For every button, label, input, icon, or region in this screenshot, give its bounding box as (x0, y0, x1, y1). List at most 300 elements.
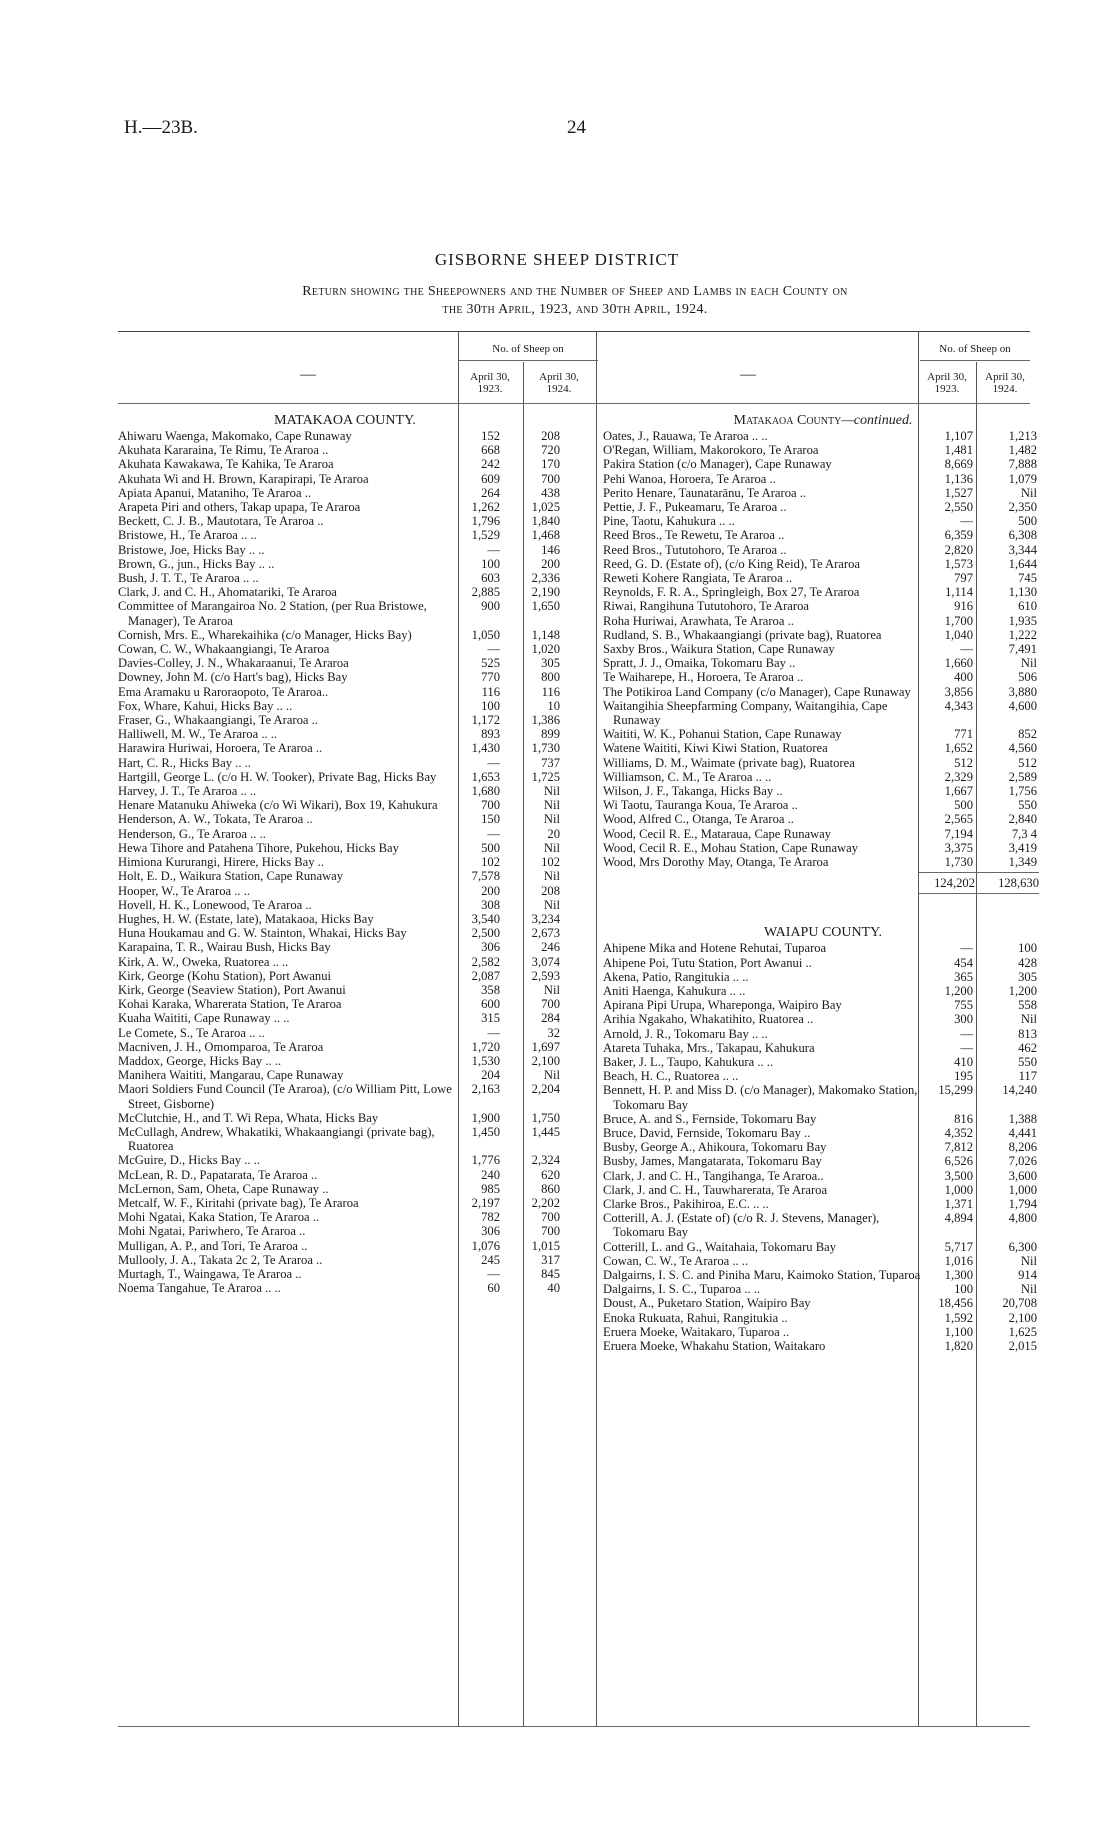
sheep-count-1924: 1,130 (1008, 585, 1037, 600)
total-rule (919, 872, 1039, 873)
sheep-count-1923: 1,776 (471, 1153, 500, 1168)
table-row (118, 926, 572, 940)
sheep-count-1923: — (487, 826, 500, 841)
sheep-count-1923: 1,730 (944, 855, 973, 870)
table-row (118, 599, 572, 627)
table-row (603, 585, 1043, 599)
sheepowner-name: Henderson, G., Te Araroa .. .. (118, 826, 266, 841)
sheepowner-name: Clarke Bros., Pakihiroa, E.C. .. .. (603, 1196, 769, 1211)
sheepowner-name: Cotterill, A. J. (Estate of) (c/o R. J. Stevens, Manager), Tokomaru Bay (603, 1211, 880, 1240)
left-header-col-1923: April 30, 1923. (470, 371, 510, 395)
left-header-col-1924: April 30, 1924. (539, 371, 579, 395)
sheep-count-1924: 1,388 (1008, 1111, 1037, 1126)
table-row (118, 727, 572, 741)
sheepowner-name: Hooper, W., Te Araroa .. .. (118, 883, 250, 898)
sheepowner-name: Holt, E. D., Waikura Station, Cape Runaway (118, 869, 344, 884)
sheepowner-name: Atareta Tuhaka, Mrs., Takapau, Kahukura (603, 1040, 815, 1055)
table-row (603, 1140, 1043, 1154)
right-header-group-rule (920, 360, 1030, 361)
sheep-count-1924: 3,419 (1008, 840, 1037, 855)
sheep-count-1924: 305 (1018, 969, 1037, 984)
sheep-count-1924: 914 (1018, 1267, 1037, 1282)
table-row (603, 841, 1043, 855)
sheepowner-name: Akena, Patio, Rangitukia .. .. (603, 969, 749, 984)
sheep-count-1923: 204 (481, 1068, 500, 1083)
sheepowner-name: Wood, Cecil R. E., Mohau Station, Cape Runaway (603, 840, 859, 855)
sheepowner-name: Maddox, George, Hicks Bay .. .. (118, 1053, 282, 1068)
sheep-count-1924: 737 (541, 755, 560, 770)
table-row (603, 1012, 1043, 1026)
left-header-group-rule (458, 360, 598, 361)
sheep-count-1923: 6,526 (944, 1154, 973, 1169)
right-header-group: No. of Sheep on (939, 343, 1011, 355)
table-row (603, 756, 1043, 770)
sheep-count-1924: Nil (1020, 1012, 1037, 1027)
sheep-count-1924: 550 (1018, 798, 1037, 813)
table-row (118, 884, 572, 898)
table-row (118, 472, 572, 486)
sheep-count-1923: 500 (481, 840, 500, 855)
sheepowner-name: Te Waiharepe, H., Horoera, Te Araroa .. (603, 670, 804, 685)
table-row (603, 1154, 1043, 1168)
table-row (603, 1083, 1043, 1111)
sheep-count-1923: 1,527 (944, 485, 973, 500)
sheep-count-1923: 306 (481, 940, 500, 955)
sheepowner-name: Reynolds, F. R. A., Springleigh, Box 27, Te Araroa (603, 585, 860, 600)
sheepowner-name: Fraser, G., Whakaangiangi, Te Araroa .. (118, 713, 318, 728)
sheep-count-1924: 550 (1018, 1054, 1037, 1069)
table-row (118, 443, 572, 457)
table-row (118, 713, 572, 727)
table-row (603, 727, 1043, 741)
sheep-count-1924: Nil (543, 982, 560, 997)
sheep-count-1923: — (960, 1026, 973, 1041)
sheepowner-name: McClutchie, H., and T. Wi Repa, Whata, Hicks Bay (118, 1110, 379, 1125)
sheep-count-1924: 1,025 (531, 500, 560, 515)
matakaoa-total-1924: 128,630 (998, 876, 1039, 891)
sheep-count-1924: 4,441 (1008, 1125, 1037, 1140)
sheep-count-1924: 200 (541, 556, 560, 571)
table-row (118, 1026, 572, 1040)
sheep-count-1924: 1,756 (1008, 784, 1037, 799)
sheepowner-name: Saxby Bros., Waikura Station, Cape Runaway (603, 642, 835, 657)
sheep-count-1923: 1,050 (471, 627, 500, 642)
sheep-count-1924: 2,840 (1008, 812, 1037, 827)
sheepowner-name: O'Regan, William, Makorokoro, Te Araroa (603, 443, 819, 458)
sheep-count-1924: 2,190 (531, 585, 560, 600)
table-row (118, 1239, 572, 1253)
table-row (118, 756, 572, 770)
sheep-count-1924: 700 (541, 471, 560, 486)
sheep-count-1924: 4,800 (1008, 1211, 1037, 1226)
sheepowner-name: The Potikiroa Land Company (c/o Manager), Cape Runaway (603, 684, 911, 699)
table-row (118, 1054, 572, 1068)
sheepowner-name: Mulligan, A. P., and Tori, Te Araroa .. (118, 1238, 308, 1253)
sheep-count-1923: 816 (954, 1111, 973, 1126)
sheep-count-1923: 410 (954, 1054, 973, 1069)
table-header-rule (118, 403, 1030, 404)
sheep-count-1923: 1,000 (944, 1182, 973, 1197)
sheep-count-1923: 1,667 (944, 784, 973, 799)
right-header-col-1924: April 30, 1924. (985, 371, 1025, 395)
sheepowner-name: Himiona Kururangi, Hirere, Hicks Bay .. (118, 855, 324, 870)
sheep-count-1924: 317 (541, 1252, 560, 1267)
sheep-count-1923: 1,016 (944, 1253, 973, 1268)
sheep-count-1923: 3,500 (944, 1168, 973, 1183)
sheepowner-name: Beckett, C. J. B., Mautotara, Te Araroa .. (118, 514, 324, 529)
sheepowner-name: McLernon, Sam, Oheta, Cape Runaway .. (118, 1181, 329, 1196)
sheepowner-name: Aniti Haenga, Kahukura .. .. (603, 983, 746, 998)
sheepowner-name: Kirk, A. W., Oweka, Ruatorea .. .. (118, 954, 289, 969)
table-row (118, 1153, 572, 1167)
table-row (603, 1055, 1043, 1069)
sheep-count-1923: 18,456 (938, 1296, 973, 1311)
sheepowner-name: Harvey, J. T., Te Araroa .. .. (118, 784, 257, 799)
sheep-count-1924: 1,000 (1008, 1182, 1037, 1197)
sheep-count-1923: 3,540 (471, 911, 500, 926)
right-column (603, 413, 1043, 1353)
sheep-count-1924: 2,100 (531, 1053, 560, 1068)
sheep-count-1923: 245 (481, 1252, 500, 1267)
sheep-count-1923: 1,172 (471, 713, 500, 728)
sheep-count-1923: 240 (481, 1167, 500, 1182)
sheep-count-1924: 610 (1018, 599, 1037, 614)
sheepowner-name: Dalgairns, I. S. C., Tuparoa .. .. (603, 1282, 761, 1297)
sheep-count-1923: 1,652 (944, 741, 973, 756)
table-row (118, 898, 572, 912)
table-row (118, 912, 572, 926)
sheep-count-1924: 1,625 (1008, 1324, 1037, 1339)
sheep-count-1924: Nil (543, 897, 560, 912)
sheep-count-1923: — (960, 941, 973, 956)
sheep-count-1923: 1,136 (944, 471, 973, 486)
sheepowner-name: Davies-Colley, J. N., Whakaraanui, Te Araroa (118, 656, 349, 671)
table-row (603, 614, 1043, 628)
sheep-count-1923: 1,300 (944, 1267, 973, 1282)
sheep-count-1923: 1,900 (471, 1110, 500, 1125)
table-row (603, 557, 1043, 571)
table-row (603, 984, 1043, 998)
left-column (118, 413, 572, 1295)
sheep-count-1924: 116 (541, 684, 560, 699)
sheep-count-1923: 2,582 (471, 954, 500, 969)
sheep-count-1923: 1,796 (471, 514, 500, 529)
sheepowner-name: Metcalf, W. F., Kiritahi (private bag), Te Araroa (118, 1195, 359, 1210)
sheep-count-1924: 1,148 (531, 627, 560, 642)
sheep-count-1923: 1,040 (944, 627, 973, 642)
sheep-count-1923: 1,720 (471, 1039, 500, 1054)
table-row (603, 500, 1043, 514)
sheep-count-1923: — (487, 755, 500, 770)
sheep-count-1923: 306 (481, 1224, 500, 1239)
sheep-count-1924: 620 (541, 1167, 560, 1182)
sheep-count-1924: 8,206 (1008, 1140, 1037, 1155)
sheepowner-name: Bristowe, Joe, Hicks Bay .. .. (118, 542, 265, 557)
sheep-count-1924: 1,468 (531, 528, 560, 543)
sheepowner-name: Murtagh, T., Waingawa, Te Araroa .. (118, 1266, 302, 1281)
sheepowner-name: Kuaha Waititi, Cape Runaway .. .. (118, 1011, 290, 1026)
sheep-count-1923: 100 (954, 1282, 973, 1297)
sheep-count-1924: 745 (1018, 571, 1037, 586)
table-row (603, 571, 1043, 585)
sheep-count-1924: 14,240 (1002, 1083, 1037, 1098)
sheep-count-1923: 771 (954, 727, 973, 742)
sheepowner-name: Spratt, J. J., Omaika, Tokomaru Bay .. (603, 656, 796, 671)
sheep-count-1923: 2,820 (944, 542, 973, 557)
sheep-count-1923: 1,076 (471, 1238, 500, 1253)
sheep-count-1924: 852 (1018, 727, 1037, 742)
sheep-count-1924: 246 (541, 940, 560, 955)
sheep-count-1923: 7,194 (944, 826, 973, 841)
sheep-count-1923: 2,565 (944, 812, 973, 827)
sheep-count-1924: Nil (1020, 1253, 1037, 1268)
sheep-count-1923: 8,669 (944, 457, 973, 472)
sheepowner-name: Oates, J., Rauawa, Te Araroa .. .. (603, 429, 768, 443)
sheep-count-1923: 1,700 (944, 613, 973, 628)
sheepowner-name: Hartgill, George L. (c/o H. W. Tooker), Private Bag, Hicks Bay (118, 769, 437, 784)
table-row (603, 1197, 1043, 1211)
table-row (603, 941, 1043, 955)
sheep-count-1923: 264 (481, 485, 500, 500)
sheep-count-1923: 700 (481, 798, 500, 813)
sheepowner-name: Ema Aramaku u Raroraopoto, Te Araroa.. (118, 684, 329, 699)
table-row (603, 855, 1043, 869)
table-row (118, 642, 572, 656)
table-row (118, 557, 572, 571)
sheep-count-1923: 3,375 (944, 840, 973, 855)
sheepowner-name: Akuhata Kawakawa, Te Kahika, Te Araroa (118, 457, 334, 472)
sheepowner-name: Kirk, George (Seaview Station), Port Awanui (118, 982, 346, 997)
sheep-count-1923: 365 (954, 969, 973, 984)
sheep-count-1923: — (960, 1040, 973, 1055)
sheepowner-name: Cowan, C. W., Whakaangiangi, Te Araroa (118, 642, 330, 657)
sheepowner-name: Waitangihia Sheepfarming Company, Waitangihia, Cape Runaway (603, 698, 888, 728)
sheepowner-name: Macniven, J. H., Omomparoa, Te Araroa (118, 1039, 324, 1054)
sheep-count-1923: 1,114 (945, 585, 973, 600)
sheep-count-1923: 500 (954, 798, 973, 813)
sheepowner-name: Henare Matanuku Ahiweka (c/o Wi Wikari), Box 19, Kahukura (118, 798, 438, 813)
sheepowner-name: Akuhata Kararaina, Te Rimu, Te Araroa .. (118, 443, 329, 458)
sheep-count-1924: 1,386 (531, 713, 560, 728)
sheep-count-1923: 609 (481, 471, 500, 486)
sheep-count-1923: 2,163 (471, 1082, 500, 1097)
table-row (118, 841, 572, 855)
sheepowner-name: Manihera Waititi, Mangarau, Cape Runaway (118, 1068, 344, 1083)
sheepowner-name: Clark, J. and C. H., Tauwharerata, Te Araroa (603, 1182, 828, 1197)
sheep-count-1924: 2,324 (531, 1153, 560, 1168)
sheep-count-1923: 893 (481, 727, 500, 742)
sheepowner-name: Wilson, J. F., Takanga, Hicks Bay .. (603, 784, 783, 799)
sheep-count-1923: 102 (481, 855, 500, 870)
table-row (118, 955, 572, 969)
sheepowner-name: Cornish, Mrs. E., Wharekaihika (c/o Manager, Hicks Bay) (118, 627, 412, 642)
sheep-count-1924: 1,730 (531, 741, 560, 756)
sheepowner-name: Halliwell, M. W., Te Araroa .. .. (118, 727, 278, 742)
matakaoa-total-1923: 124,202 (934, 876, 975, 891)
table-row (118, 699, 572, 713)
sheepowner-name: Le Comete, S., Te Araroa .. .. (118, 1025, 265, 1040)
sheep-count-1923: 755 (954, 998, 973, 1013)
continued-heading-suffix: —continued. (841, 413, 913, 428)
sheep-count-1923: 525 (481, 656, 500, 671)
table-row (603, 812, 1043, 826)
sheep-count-1924: 700 (541, 997, 560, 1012)
table-row (603, 1169, 1043, 1183)
table-row (118, 1253, 572, 1267)
sheep-count-1923: 308 (481, 897, 500, 912)
sheepowner-name: Noema Tangahue, Te Araroa .. .. (118, 1281, 281, 1296)
sheep-count-1923: 1,660 (944, 656, 973, 671)
sheep-count-1924: 1,020 (531, 642, 560, 657)
sheep-count-1924: 2,336 (531, 571, 560, 586)
sheepowner-name: Arapeta Piri and others, Takap upapa, Te Araroa (118, 500, 361, 515)
sheep-count-1923: 1,450 (471, 1124, 500, 1139)
sheep-count-1923: 100 (481, 698, 500, 713)
sheep-count-1923: 200 (481, 883, 500, 898)
sheep-count-1924: 208 (541, 883, 560, 898)
sheepowner-name: Williamson, C. M., Te Araroa .. .. (603, 769, 772, 784)
table-row (603, 827, 1043, 841)
table-row (603, 770, 1043, 784)
sheep-count-1924: 1,725 (531, 769, 560, 784)
sheep-count-1923: 2,087 (471, 968, 500, 983)
sheepowner-name: Mohi Ngatai, Kaka Station, Te Araroa .. (118, 1210, 320, 1225)
sheepowner-name: Reed Bros., Tututohoro, Te Araroa .. (603, 542, 787, 557)
sheep-count-1923: 100 (481, 556, 500, 571)
sheep-count-1924: 720 (541, 443, 560, 458)
sheepowner-name: Riwai, Rangihuna Tututohoro, Te Araroa (603, 599, 809, 614)
sheep-count-1923: 6,359 (944, 528, 973, 543)
sheep-count-1924: 1,935 (1008, 613, 1037, 628)
sheepowner-name: Henderson, A. W., Tokata, Te Araroa .. (118, 812, 313, 827)
sheep-count-1924: 3,074 (531, 954, 560, 969)
table-row (603, 1211, 1043, 1239)
sheep-count-1923: 2,885 (471, 585, 500, 600)
sheep-count-1924: 284 (541, 1011, 560, 1026)
sheep-count-1923: 1,573 (944, 556, 973, 571)
matakaoa-total-row (603, 869, 1043, 895)
sheep-count-1924: 100 (1018, 941, 1037, 956)
sheepowner-name: Pakira Station (c/o Manager), Cape Runaway (603, 457, 832, 472)
table-row (118, 1196, 572, 1210)
table-row (118, 1068, 572, 1082)
sheepowner-name: Apirana Pipi Urupa, Whareponga, Waipiro Bay (603, 998, 842, 1013)
table-row (603, 1254, 1043, 1268)
sheep-count-1924: 2,589 (1008, 769, 1037, 784)
sheep-count-1924: Nil (543, 1068, 560, 1083)
sheepowner-name: Hughes, H. W. (Estate, late), Matakaoa, Hicks Bay (118, 911, 374, 926)
sheep-count-1923: 1,530 (471, 1053, 500, 1068)
sheep-count-1924: 20 (547, 826, 560, 841)
right-header-dash: — (740, 366, 756, 383)
table-row (603, 656, 1043, 670)
sheepowner-name: Rudland, S. B., Whakaangiangi (private bag), Ruatorea (603, 627, 882, 642)
table-row (603, 998, 1043, 1012)
sheepowner-name: Wood, Mrs Dorothy May, Otanga, Te Araroa (603, 855, 829, 870)
sheep-count-1924: 1,794 (1008, 1196, 1037, 1211)
sheep-count-1924: 899 (541, 727, 560, 742)
table-row (603, 642, 1043, 656)
table-row (603, 970, 1043, 984)
sheepowner-name: Watene Waititi, Kiwi Kiwi Station, Ruatorea (603, 741, 828, 756)
sheep-count-1923: 195 (954, 1069, 973, 1084)
sheepowner-name: McGuire, D., Hicks Bay .. .. (118, 1153, 261, 1168)
table-row (118, 685, 572, 699)
sheep-count-1924: 2,350 (1008, 500, 1037, 515)
sheepowner-name: Busby, James, Mangatarata, Tokomaru Bay (603, 1154, 822, 1169)
sheep-count-1923: 1,592 (944, 1310, 973, 1325)
sheep-count-1923: 1,262 (471, 500, 500, 515)
table-row (118, 1267, 572, 1281)
table-bottom-rule (118, 1726, 1030, 1727)
sheep-count-1924: 7,026 (1008, 1154, 1037, 1169)
sheep-count-1924: 4,600 (1008, 698, 1037, 713)
table-row (118, 1040, 572, 1054)
sheepowner-name: Bruce, David, Fernside, Tokomaru Bay .. (603, 1125, 811, 1140)
sheep-count-1923: 770 (481, 670, 500, 685)
sheep-count-1924: 40 (547, 1281, 560, 1296)
sheepowner-name: Kirk, George (Kohu Station), Port Awanui (118, 968, 332, 983)
sheep-count-1924: 3,600 (1008, 1168, 1037, 1183)
table-row (603, 784, 1043, 798)
table-row (118, 1111, 572, 1125)
table-row (603, 1112, 1043, 1126)
total-rule-bottom (919, 893, 1039, 894)
sheepowner-name: Pehi Wanoa, Horoera, Te Araroa .. (603, 471, 776, 486)
sheep-count-1924: 1,213 (1008, 429, 1037, 443)
sheep-count-1923: 3,856 (944, 684, 973, 699)
table-row (118, 1125, 572, 1153)
sheep-count-1923: — (487, 1025, 500, 1040)
sheep-count-1923: — (487, 542, 500, 557)
sheepowner-name: Ahipene Mika and Hotene Rehutai, Tuparoa (603, 941, 827, 956)
table-row (603, 1268, 1043, 1282)
sheepowner-name: Brown, G., jun., Hicks Bay .. .. (118, 556, 275, 571)
table-row (603, 1311, 1043, 1325)
table-top-rule (118, 331, 1030, 332)
sheep-count-1923: 7,812 (944, 1140, 973, 1155)
sheep-count-1924: 1,222 (1008, 627, 1037, 642)
sheep-count-1924: 2,593 (531, 968, 560, 983)
sheepowner-name: Harawira Huriwai, Horoera, Te Araroa .. (118, 741, 323, 756)
sheepowner-name: Wi Taotu, Tauranga Koua, Te Araroa .. (603, 798, 798, 813)
sheep-count-1924: Nil (1020, 656, 1037, 671)
sheepowner-name: Eruera Moeke, Waitakaro, Tuparoa .. (603, 1324, 790, 1339)
sheepowner-name: Bennett, H. P. and Miss D. (c/o Manager), Makomako Station, Tokomaru Bay (603, 1083, 918, 1112)
sheep-count-1924: 1,482 (1008, 443, 1037, 458)
sheepowner-name: Baker, J. L., Taupo, Kahukura .. .. (603, 1054, 774, 1069)
sheep-count-1923: 1,820 (944, 1338, 973, 1353)
table-row (118, 1182, 572, 1196)
sheepowner-name: Mullooly, J. A., Takata 2c 2, Te Araroa .. (118, 1252, 323, 1267)
sheep-count-1923: 4,894 (944, 1211, 973, 1226)
sheep-count-1923: 2,550 (944, 500, 973, 515)
sheepowner-name: Wood, Alfred C., Otanga, Te Araroa .. (603, 812, 794, 827)
center-divider (596, 331, 597, 1726)
table-row (118, 1082, 572, 1110)
sheep-count-1923: 15,299 (938, 1083, 973, 1098)
left-header-group: No. of Sheep on (492, 343, 564, 355)
sheep-count-1923: 1,100 (944, 1324, 973, 1339)
sheepowner-name: Apiata Apanui, Mataniho, Te Araroa .. (118, 485, 311, 500)
sheepowner-name: Committee of Marangairoa No. 2 Station, (per Rua Bristowe, Manager), Te Araroa (118, 599, 427, 628)
sheep-count-1924: 2,015 (1008, 1338, 1037, 1353)
table-row (603, 741, 1043, 755)
sheep-count-1923: 668 (481, 443, 500, 458)
sheep-count-1924: 800 (541, 670, 560, 685)
sheep-count-1924: Nil (543, 869, 560, 884)
table-row (118, 571, 572, 585)
